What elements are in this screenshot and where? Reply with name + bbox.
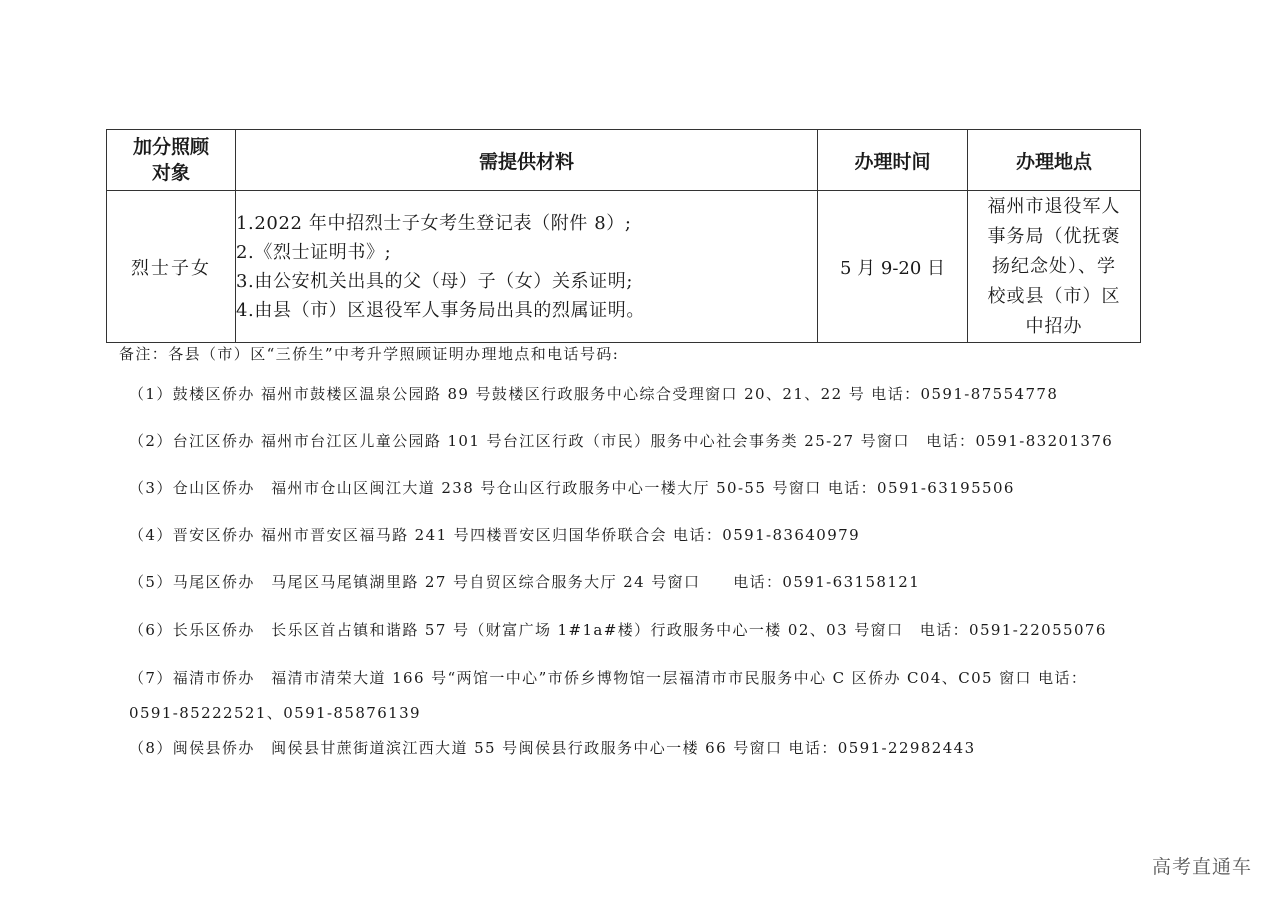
place-line-5: 中招办: [1025, 315, 1083, 337]
note-item-7: （7）福清市侨办 福清市清荣大道 166 号“两馆一中心”市侨乡博物馆一层福清市市民服务中心 C 区侨办 C04、C05 窗口 电话：: [129, 669, 1088, 687]
header-time: 办理时间: [818, 130, 968, 191]
cell-place: [968, 191, 1141, 343]
cell-time: 5 月 9-20 日: [818, 191, 968, 343]
table-row: [107, 191, 1141, 343]
note-item-1: （1）鼓楼区侨办 福州市鼓楼区温泉公园路 89 号鼓楼区行政服务中心综合受理窗口 20、21、22 号 电话：0591-87554778: [129, 385, 1059, 403]
place-line-1: 福州市退役军人: [987, 195, 1121, 217]
cell-materials: [236, 191, 818, 343]
header-target-line2: 对象: [151, 162, 190, 184]
header-materials: 需提供材料: [236, 130, 818, 191]
note-item-8: （8）闽侯县侨办 闽侯县甘蔗街道滨江西大道 55 号闽侯县行政服务中心一楼 66 号窗口 电话：0591-22982443: [129, 739, 976, 757]
header-target: [107, 130, 236, 191]
note-item-4: （4）晋安区侨办 福州市晋安区福马路 241 号四楼晋安区归国华侨联合会 电话：0591-83640979: [129, 526, 861, 544]
material-item-1: 1.2022 年中招烈士子女考生登记表（附件 8）;: [236, 212, 632, 234]
header-target-line1: 加分照顾: [132, 136, 209, 158]
material-item-4: 4.由县（市）区退役军人事务局出具的烈属证明。: [236, 299, 645, 321]
material-item-3: 3.由公安机关出具的父（母）子（女）关系证明;: [236, 270, 634, 292]
place-line-2: 事务局（优抚褒: [987, 225, 1121, 247]
note-item-6: （6）长乐区侨办 长乐区首占镇和谐路 57 号（财富广场 1#1a#楼）行政服务中心一楼 02、03 号窗口 电话：0591-22055076: [129, 621, 1107, 639]
place-line-3: 扬纪念处）、学: [992, 255, 1116, 277]
material-item-2: 2.《烈士证明书》;: [236, 241, 392, 263]
notes-title: 备注：各县（市）区“三侨生”中考升学照顾证明办理地点和电话号码:: [119, 345, 620, 363]
note-item-3: （3）仓山区侨办 福州市仓山区闽江大道 238 号仓山区行政服务中心一楼大厅 50-55 号窗口 电话：0591-63195506: [129, 479, 1015, 497]
note-item-5: （5）马尾区侨办 马尾区马尾镇湖里路 27 号自贸区综合服务大厅 24 号窗口 电话：0591-63158121: [129, 573, 921, 591]
note-item-7-phone: 0591-85222521、0591-85876139: [129, 704, 421, 722]
table-header-row: [107, 130, 1141, 191]
cell-target: 烈士子女: [107, 191, 236, 343]
header-place: 办理地点: [968, 130, 1141, 191]
materials-table: [106, 129, 1141, 343]
place-line-4: 校或县（市）区: [987, 285, 1121, 307]
note-item-2: （2）台江区侨办 福州市台江区儿童公园路 101 号台江区行政（市民）服务中心社会事务类 25-27 号窗口 电话：0591-83201376: [129, 432, 1114, 450]
watermark-text: 高考直通车: [1151, 856, 1252, 878]
